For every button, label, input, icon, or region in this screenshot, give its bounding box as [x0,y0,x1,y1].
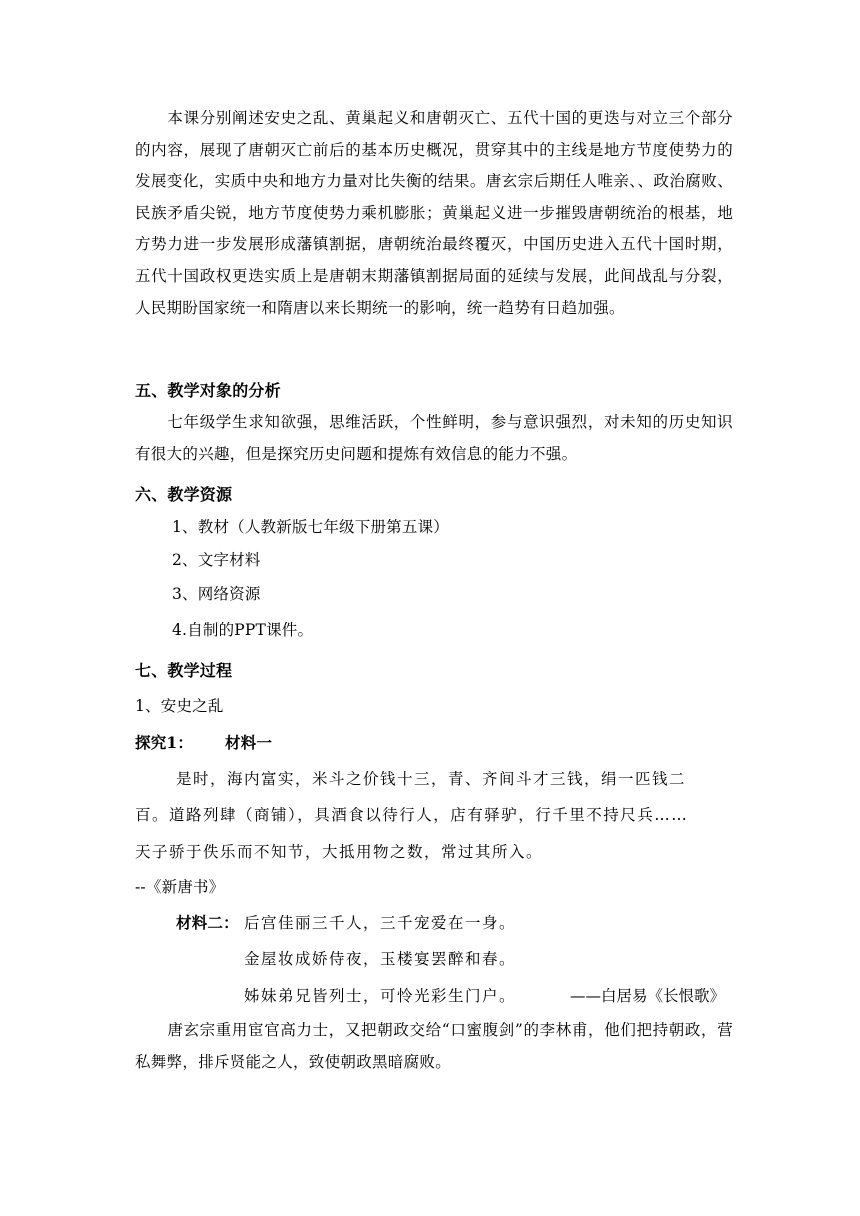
material1-source: --《新唐书》 [135,878,225,896]
section6-heading: 六、教学资源 [135,485,233,504]
material1-label: 材料一 [225,733,273,752]
material2-line-2: 金屋妆成娇侍夜，玉楼宴罢醉和春。 [244,950,517,968]
intro-text: 本课分别阐述安史之乱、黄巢起义和唐朝灭亡、五代十国的更迭与对立三个部分的内容，展现了唐朝灭亡前后的基本历史概况，贯穿其中的主线是地方节度使势力的发展变化，实质中央和地方力量对比失衡的结果。唐玄宗后期任人唯亲、、政治腐败、民族矛盾尖锐，地方节度使势力乘机膨胀；黄巢起义进一步摧毁唐朝统治的根基，地方势力进一步发展形成藩镇割据，唐朝统治最终覆灭，中国历史进入五代十国时期，五代十国政权更迭实质上是唐朝末期藩镇割据局面的延续与发展，此间战乱与分裂，人民期盼国家统一和隋唐以来长期统一的影响，统一趋势有日趋加强。 [135,109,733,317]
intro-paragraph [135,103,733,324]
resource-item-2: 2、文字材料 [172,551,261,569]
material2-line-1: 后宫佳丽三千人，三千宠爱在一身。 [244,914,517,932]
explore-label: 探究1： [135,733,194,752]
section7-heading: 七、教学过程 [135,661,233,680]
resource-item-4: 4.自制的PPT课件。 [172,621,314,639]
closing-paragraph [135,1015,733,1078]
section5-paragraph [135,407,733,470]
section5-heading: 五、教学对象的分析 [135,381,281,400]
closing-text: 唐玄宗重用宦官高力士，又把朝政交给“口蜜腹剑”的李林甫，他们把持朝政，营私舞弊，排斥贤能之人，致使朝政黑暗腐败。 [135,1021,733,1071]
material2-line-3: 姊妹弟兄皆列士，可怜光彩生门户。 [244,987,517,1005]
material1-line-1: 是时，海内富实，米斗之价钱十三，青、齐间斗才三钱，绢一匹钱二 [176,770,687,788]
material1-line-3: 天子骄于佚乐而不知节，大抵用物之数，常过其所入。 [135,843,544,861]
section5-text: 七年级学生求知欲强，思维活跃，个性鲜明，参与意识强烈，对未知的历史知识有很大的兴趣，但是探究历史问题和提炼有效信息的能力不强。 [135,413,733,463]
material1-line-2: 百。道路列肆（商铺），具酒食以待行人，店有驿驴，行千里不持尺兵…… [135,806,689,824]
material2-label: 材料二： [176,913,239,932]
resource-item-3: 3、网络资源 [172,585,261,603]
material2-source: ——白居易《长恨歌》 [570,987,726,1005]
subsection-an-shi-rebellion: 1、安史之乱 [135,697,224,715]
resource-item-1: 1、教材（人教新版七年级下册第五课） [172,518,449,536]
